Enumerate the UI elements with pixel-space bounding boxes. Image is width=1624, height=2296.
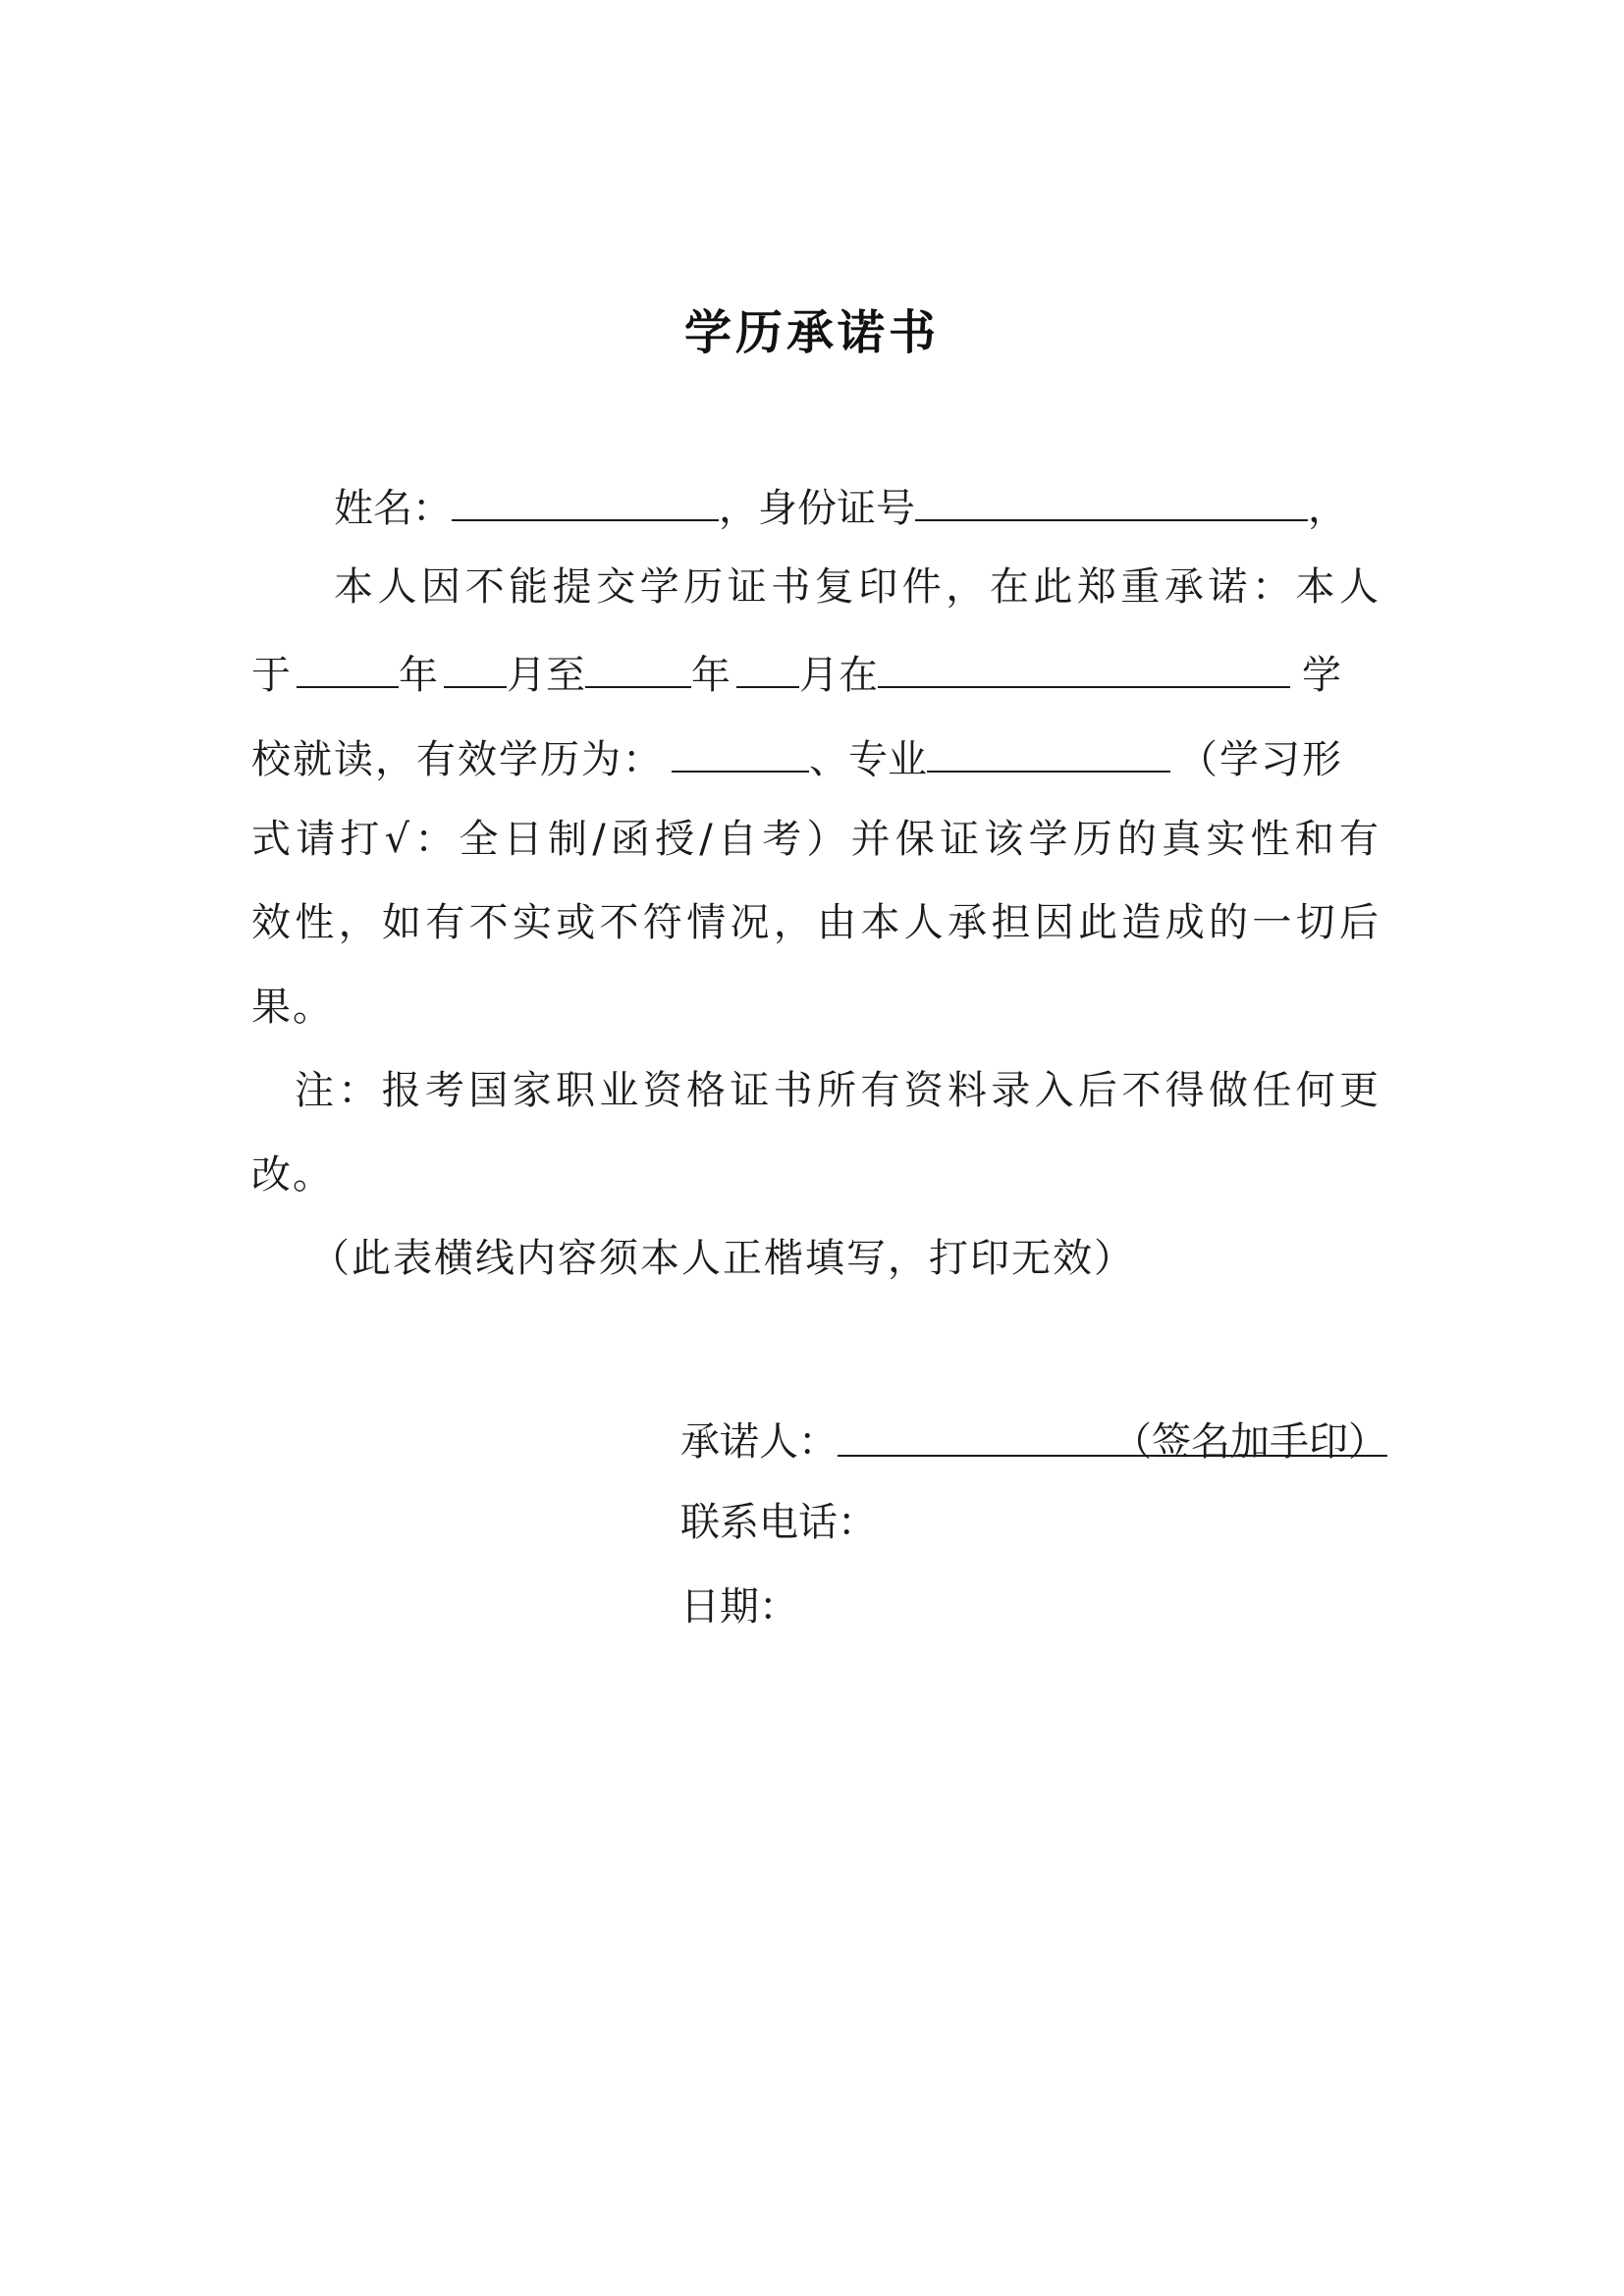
start-year-label: 年 bbox=[399, 653, 438, 698]
promise-line-3 bbox=[251, 641, 1341, 700]
start-month-label: 月至 bbox=[507, 653, 585, 698]
education-blank[interactable] bbox=[672, 725, 809, 773]
promiser-hint: （签名加手印） bbox=[1112, 1419, 1387, 1465]
school-suffix: 学 bbox=[1302, 653, 1341, 698]
date-line: 日期： bbox=[680, 1584, 798, 1629]
note-line-3: （此表横线内容须本人正楷填写，打印无效） bbox=[310, 1236, 1135, 1281]
promise-line-4 bbox=[251, 725, 1343, 784]
end-month-blank[interactable] bbox=[736, 641, 799, 688]
education-label: 校就读，有效学历为： bbox=[251, 737, 664, 782]
id-label: ，身份证号 bbox=[719, 486, 915, 531]
end-month-label: 月在 bbox=[799, 653, 878, 698]
promise-line-5: 式请打√：全日制/函授/自考）并保证该学历的真实性和有 bbox=[251, 817, 1380, 862]
promiser-line bbox=[680, 1410, 1387, 1468]
major-label: 、专业 bbox=[809, 737, 927, 782]
phone-line: 联系电话： bbox=[680, 1500, 877, 1545]
end-year-blank[interactable] bbox=[585, 641, 691, 688]
name-blank[interactable] bbox=[452, 474, 719, 521]
start-year-blank[interactable] bbox=[297, 641, 399, 688]
promiser-signature-field[interactable] bbox=[838, 1410, 1387, 1465]
promise-line-7: 果。 bbox=[251, 985, 334, 1030]
promiser-blank bbox=[838, 1410, 1112, 1455]
major-blank[interactable] bbox=[927, 725, 1170, 773]
start-month-blank[interactable] bbox=[444, 641, 507, 688]
id-number-blank[interactable] bbox=[915, 474, 1308, 521]
promise-line-2: 本人因不能提交学历证书复印件，在此郑重承诺：本人 bbox=[334, 564, 1380, 610]
name-id-line bbox=[334, 474, 1347, 533]
note-line-2: 改。 bbox=[251, 1152, 334, 1198]
promise-line-6: 效性，如有不实或不符情况，由本人承担因此造成的一切后 bbox=[251, 900, 1380, 945]
note-line-1: 注：报考国家职业资格证书所有资料录入后不得做任何更 bbox=[295, 1068, 1380, 1113]
study-form-prefix: （学习形 bbox=[1178, 737, 1343, 782]
promiser-label: 承诺人： bbox=[680, 1419, 838, 1465]
name-label: 姓名： bbox=[334, 486, 452, 531]
school-blank[interactable] bbox=[878, 641, 1290, 688]
document-title: 学历承诺书 bbox=[683, 305, 940, 360]
id-end: ， bbox=[1308, 486, 1347, 531]
end-year-label: 年 bbox=[691, 653, 731, 698]
line3-prefix: 于 bbox=[251, 653, 291, 698]
